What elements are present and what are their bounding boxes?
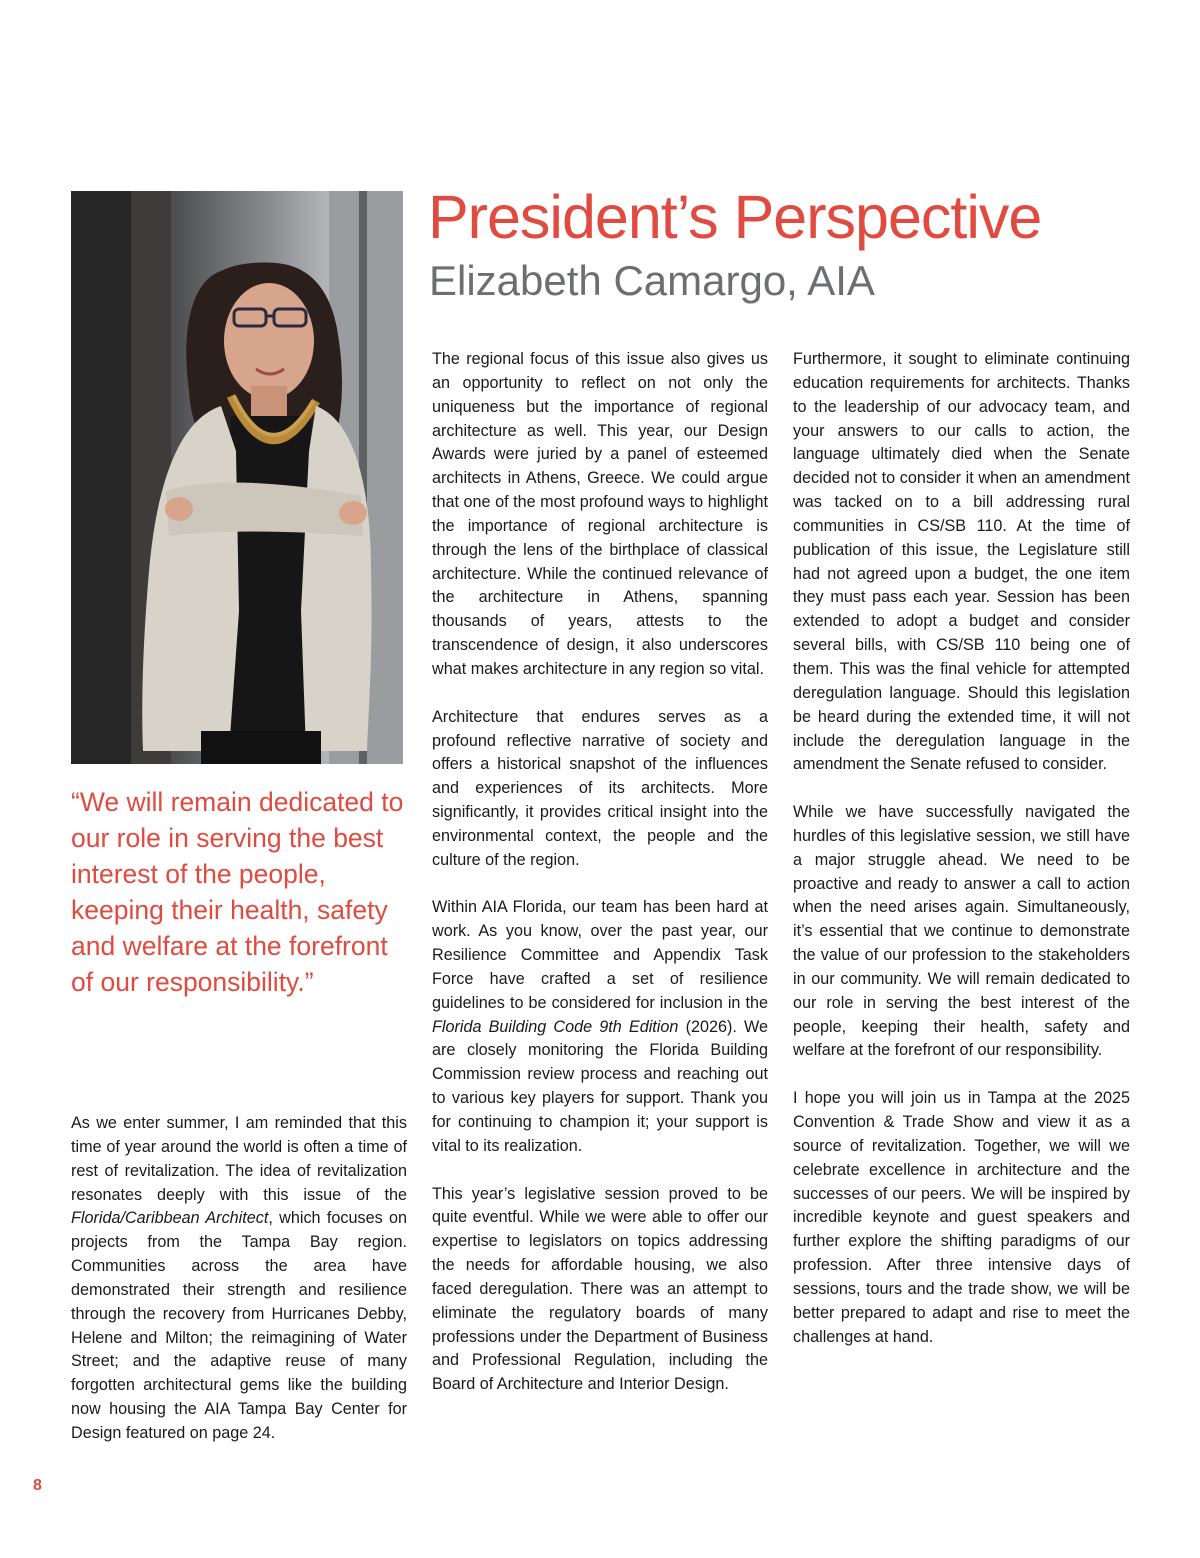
paragraph: Furthermore, it sought to eliminate continuing education requirements for architects. Thanks to the leadership of our advocacy team, and your answers to our calls to action, the language ultimately died when the Senate decided not to consider it when an amendment was tacked on to a bill addressing rural communities in CS/SB 110. At the time of publication of this issue, the Legislature still had not agreed upon a budget, the one item they must pass each year. Session has been extended to adopt a budget and consider several bills, with CS/SB 110 being one of them. This was the final vehicle for attempted deregulation language. Should this legislation be heard during the extended time, it will not include the deregulation language in the amendment the Senate refused to consider.	[793, 350, 1130, 774]
code-title: Florida Building Code 9th Edition	[432, 1017, 679, 1036]
text-column-2	[432, 348, 768, 1397]
paragraph: The regional focus of this issue also gives us an opportunity to reflect on not only the uniqueness but the importance of regional architecture as well. This year, our Design Awards were juried by a panel of esteemed architects in Athens, Greece. We could argue that one of the most profound ways to highlight the importance of regional architecture is through the lens of the birthplace of classical architecture. While the continued relevance of the architecture in Athens, spanning thousands of years, attests to the transcendence of design, it also underscores what makes architecture in any region so vital.	[432, 350, 768, 678]
publication-title: Florida/Caribbean Architect	[71, 1209, 269, 1228]
paragraph: While we have successfully navigated the hurdles of this legislative session, we still have a major struggle ahead. We need to be proactive and ready to answer a call to action when the need arises again. Simultaneously, it’s essential that we continue to demonstrate the value of our profession to the stakeholders in our community. We will remain dedicated to our role in serving the best interest of the people, keeping their health, safety and welfare at the forefront of our responsibility.	[793, 803, 1130, 1060]
author-byline: Elizabeth Camargo, AIA	[429, 257, 875, 304]
paragraph: I hope you will join us in Tampa at the 2025 Convention & Trade Show and view it as a source of revitalization. Together, we will we celebrate excellence in architecture and the successes of our peers. We will be inspired by incredible keynote and guest speakers and further explore the shifting paradigms of our profession. After three intensive days of sessions, tours and the trade show, we will be better prepared to adapt and rise to meet the challenges at hand.	[793, 1089, 1130, 1346]
text-column-1	[71, 1112, 407, 1446]
paragraph: Within AIA Florida, our team has been hard at work. As you know, over the past year, our Resilience Committee and Appendix Task Force have crafted a set of resilience guidelines to be considered for inclusion in the Florida Building Code 9th Edition (2026). We are closely monitoring the Florida Building Commission review process and reaching out to various key players for support. Thank you for continuing to champion it; your support is vital to its realization.	[432, 898, 768, 1155]
portrait-illustration	[71, 191, 403, 764]
paragraph: As we enter summer, I am reminded that this time of year around the world is often a time of rest of revitalization. The idea of revitalization resonates deeply with this issue of the Florida/Caribbean Architect, which focuses on projects from the Tampa Bay region. Communities across the area have demonstrated their strength and resilience through the recovery from Hurricanes Debby, Helene and Milton; the reimagining of Water Street; and the adaptive reuse of many forgotten architectural gems like the building now housing the AIA Tampa Bay Center for Design featured on page 24.	[71, 1114, 407, 1442]
paragraph: Architecture that endures serves as a profound reflective narrative of society and offers a historical snapshot of the influences and experiences of its architects. More significantly, it provides critical insight into the environmental context, the people and the culture of the region.	[432, 707, 768, 869]
article-title: President’s Perspective	[428, 183, 1042, 251]
author-portrait-photo	[71, 191, 403, 764]
page-number: 8	[33, 1477, 42, 1494]
pull-quote: “We will remain dedicated to our role in serving the best interest of the people, keeping their health, safety and welfare at the forefront of our responsibility.”	[71, 787, 404, 997]
text-column-3	[793, 348, 1130, 1349]
paragraph: This year’s legislative session proved to be quite eventful. While we were able to offer our expertise to legislators on topics addressing the needs for affordable housing, we also faced deregulation. There was an attempt to eliminate the regulatory boards of many professions under the Department of Business and Professional Regulation, including the Board of Architecture and Interior Design.	[432, 1184, 768, 1394]
